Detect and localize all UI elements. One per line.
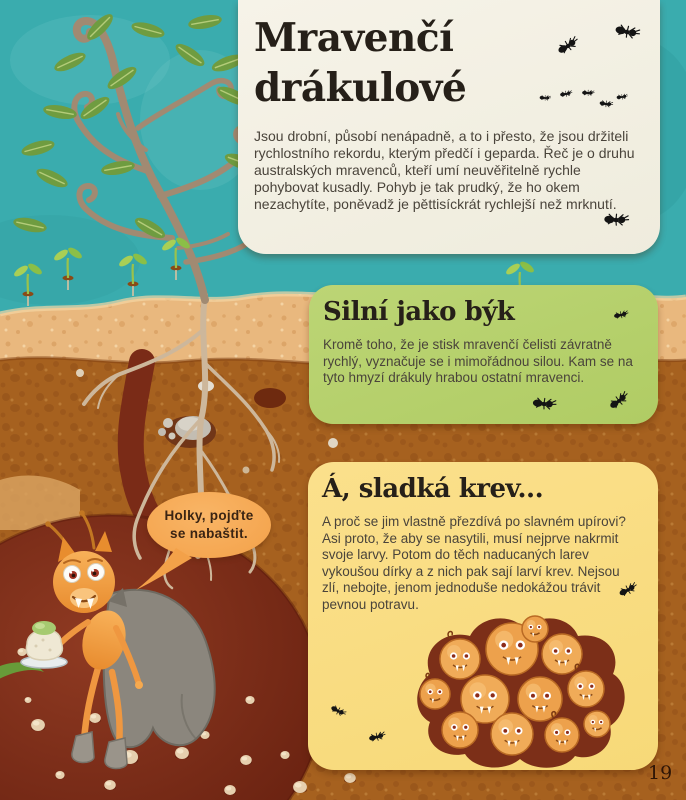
blood-card-title: Á, sladká krev... — [322, 474, 544, 504]
speech-bubble-text: Holky, pojďte se nabaštit. — [164, 507, 254, 541]
intro-card-body: Jsou drobní, působí nenápadně, a to i přesto, že jsou držiteli rychlostního rekordu, kterým předčí i geparda. Řeč je o druhu australských mravenců, kteří umí neuvěřitelně rychle pohybovat kusadly. Pohyb je tak prudký, že ho okem nezachytíte, poněvadž je pěttisíckrát rychlejší než mrknutí. — [254, 127, 635, 213]
strong-card-body: Kromě toho, že je stisk mravenčí čelisti závratně rychlý, vyznačuje se i mimořádnou silou. Kam se na tyto hmyzí drákuly hrabou ostatní mravenci. — [323, 337, 633, 386]
blood-card-body: A proč se jim vlastně přezdívá po slavném upírovi? Asi proto, že aby se nasytili, musí nejprve nakrmit svoje larvy. Potom do těch naducaných larev vykoušou dírky a z nich pak sají larví krev. Nejsou zlí, nebojte, jenom jednoduše nedokážou trávit pevnou potravu. — [322, 514, 626, 612]
intro-card-title — [254, 14, 634, 114]
larvae-pile-illustration — [400, 604, 635, 770]
speech-bubble-tail — [128, 546, 198, 598]
strong-card-title: Silní jako býk — [323, 297, 515, 327]
strong-card — [309, 285, 658, 424]
intro-title-line2: drákulové — [254, 64, 467, 111]
page-number: 19 — [648, 762, 673, 784]
intro-card — [238, 0, 660, 254]
intro-title-line1: Mravenčí — [254, 15, 454, 61]
